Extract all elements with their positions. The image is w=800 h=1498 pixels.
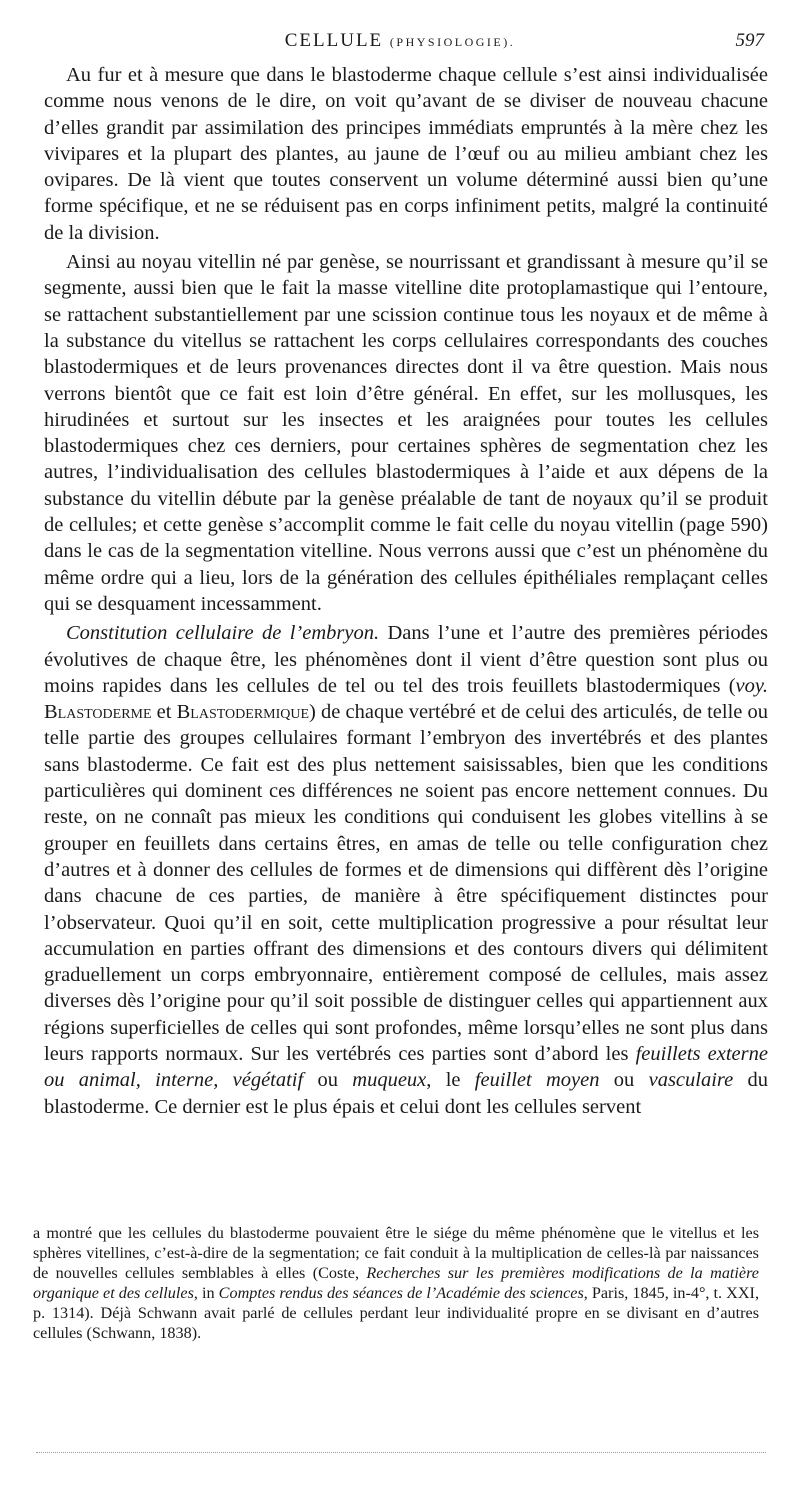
- cross-ref-blastoderme: Blastoderme: [44, 701, 152, 724]
- section-heading: Constitution cellulaire de l’embryon.: [66, 622, 380, 645]
- term-feuillets: feuillets externe ou animal, interne, végétatif: [44, 1042, 768, 1092]
- paragraph-1: Au fur et à mesure que dans le blastoderme chaque cellule s’est ainsi individualisée comme nous venons de le dire, on voit qu’avant de se diviser de nouveau chacune d’elles grandit par assimilation des principes immédiats empruntés à la mère chez les vivipares et la plupart des plantes, au jaune de l’œuf ou au milieu ambiant chez les ovipares. De là vient que toutes conservent un volume déterminé aussi bien qu’une forme spécifique, et ne se réduisent pas en corps infiniment petits, malgré la continuité de la division.: [44, 64, 768, 244]
- footnote-text-a: a montré que les cellules du blastoderme pouvaient être le siége du même phénomène que le vitellus et les sphères vitellines, c’est-à-dire de la segmentation; ce fait conduit à la multiplication de celles-là par naissances de nouvelles cellules semblables à elles (Coste,: [33, 1224, 759, 1282]
- footnote-text-b: , in: [193, 1284, 219, 1302]
- running-title-main: CELLULE: [284, 30, 384, 51]
- bottom-dotted-rule: [36, 1452, 766, 1453]
- paragraph-3-conj-1: ou: [303, 1069, 353, 1092]
- running-head: [30, 30, 770, 56]
- running-title: [30, 30, 770, 52]
- paragraph-3-text-c: du blastoderme. Ce dernier est le plus épais et celui dont les cellules servent: [44, 1069, 769, 1118]
- paragraph-3-text-b: ) de chaque vertébré et de celui des articulés, de telle ou telle partie des groupes cellulaires formant l’embryon des invertébrés et des plantes sans blastoderme. Ce fait est des plus nettement saisissables, bien que les conditions particulières qui dominent ces différences ne soient pas encore nettement connues. Du reste, on ne connaît pas mieux les conditions qui conduisent les globes vitellins à se grouper en feuillets dans certains êtres, en amas de telle ou telle configuration chez d’autres et à donner des cellules de formes et de dimensions qui diffèrent dès l’origine dans chacune de ces parties, de manière à être spécifiquement distinctes pour l’observateur. Quoi qu’il en soit, cette multiplication progressive a pour résultat leur accumulation en parties offrant des dimensions et des contours divers qui délimitent graduellement un corps embryonnaire, entièrement composé de cellules, mais assez diverses dès l’origine pour qu’il soit possible de distinguer celles qui appartiennent aux régions superficielles de celles qui sont profondes, même lorsqu’elles ne sont plus dans leurs rapports normaux. Sur les vertébrés ces parties sont d’abord les: [44, 701, 769, 1065]
- main-text: [44, 62, 768, 1120]
- page-number: 597: [735, 30, 764, 51]
- footnote-work-title: Recherches sur les premières modifications de la matière organique et des cellules: [33, 1264, 759, 1302]
- paragraph-3-conj-2: , le: [426, 1069, 475, 1092]
- running-title-subtitle: (PHYSIOLOGIE).: [389, 35, 516, 49]
- footnote-text: [33, 1223, 759, 1343]
- paragraph-3-and: et: [151, 701, 177, 724]
- paragraph-2: Ainsi au noyau vitellin né par genèse, se nourrissant et grandissant à mesure qu’il se segmente, aussi bien que le fait la masse vitelline dite protoplamastique qui l’entoure, se rattachent substantiellement par une scission continue tous les noyaux et de même à la substance du vitellus se rattachent les corps cellulaires correspondants des couches blastodermiques et de leurs provenances directes dont il va être question. Mais nous verrons bientôt que ce fait est loin d’être général. En effet, sur les mollusques, les hirudinées et surtout sur les insectes et les araignées pour toutes les cellules blastodermiques chez ces derniers, pour certaines sphères de segmentation chez les autres, l’individualisation des cellules blastodermiques à l’aide et aux dépens de la substance du vitellin débute par la genèse préalable de tant de noyaux qu’il se produit de cellules; et cette genèse s’accomplit comme le fait celle du noyau vitellin (page 590) dans le cas de la segmentation vitelline. Nous verrons aussi que c’est un phénomène du même ordre qui a lieu, lors de la génération des cellules épithéliales remplaçant celles qui se desquament incessamment.: [44, 251, 768, 615]
- footnote: [33, 1223, 759, 1343]
- footnote-text-c: , Paris, 1845, in-4°, t. XXI, p. 1314). Déjà Schwann avait parlé de cellules perdant leur individualité propre en se divisant en d’autres cellules (Schwann, 1838).: [33, 1284, 759, 1342]
- paragraph-3-text-a: Dans l’une et l’autre des premières périodes évolutives de chaque être, les phénomènes dont il vient d’être question sont plus ou moins rapides dans les cellules de tel ou tel des trois feuillets blastodermiques (: [44, 622, 768, 697]
- cross-ref-blastodermique: Blastodermique: [176, 701, 310, 724]
- footnote-journal: Comptes rendus des séances de l’Académie des sciences: [218, 1284, 584, 1302]
- term-feuillet-moyen: feuillet moyen: [474, 1069, 600, 1092]
- term-vasculaire: vasculaire: [648, 1069, 734, 1092]
- paragraph-3-conj-3: ou: [599, 1069, 649, 1092]
- voy-abbrev: voy.: [735, 674, 768, 697]
- paragraph-3: [44, 620, 768, 1120]
- term-muqueux: muqueux: [352, 1069, 427, 1092]
